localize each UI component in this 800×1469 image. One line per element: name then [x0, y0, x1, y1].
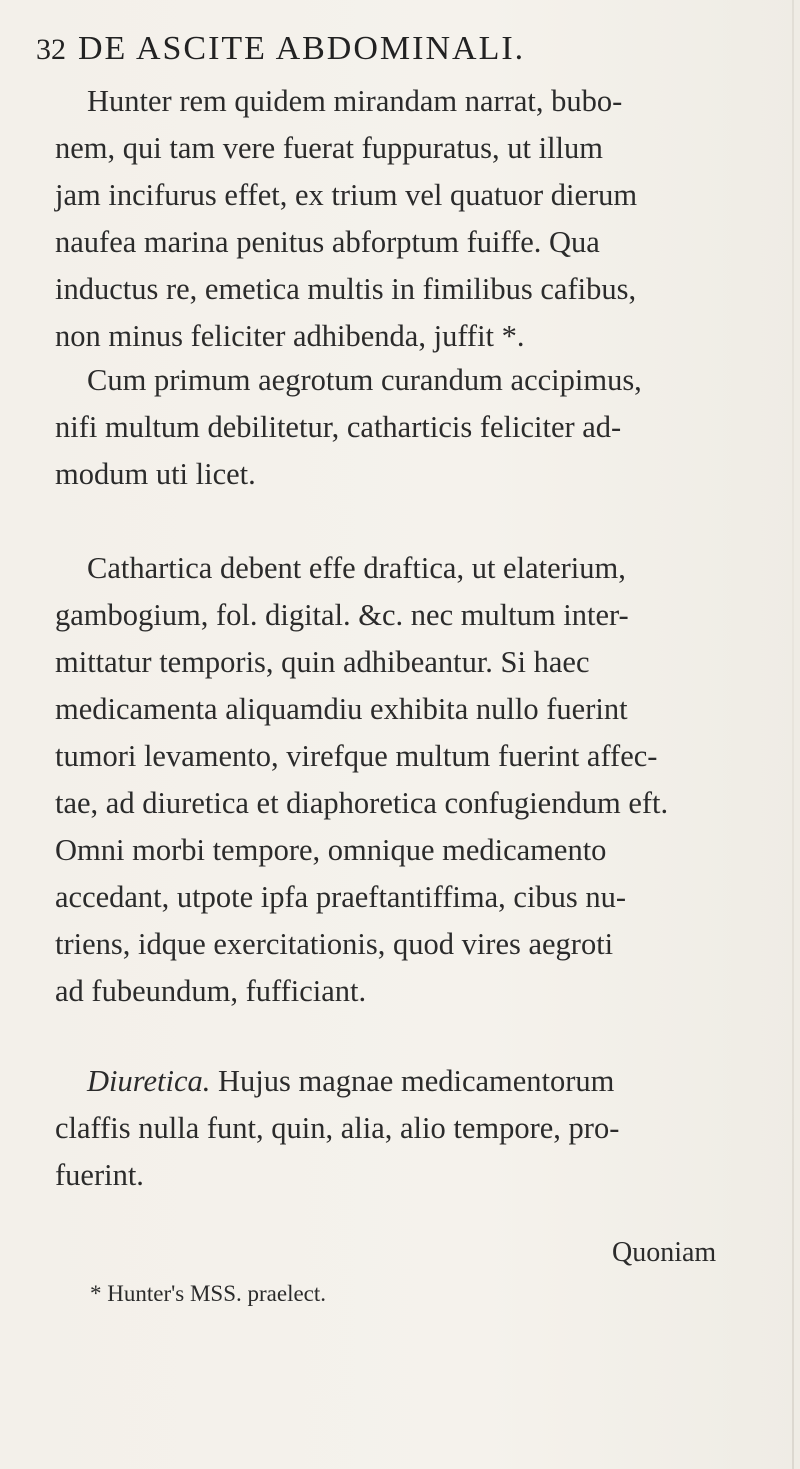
text-line: [55, 1058, 775, 1105]
text-line: ad fubeundum, fufficiant.: [55, 974, 367, 1008]
running-title: DE ASCITE ABDOMINALI.: [78, 30, 526, 67]
text-line: triens, idque exercitationis, quod vires aegroti: [55, 927, 614, 961]
text-line: gambogium, fol. digital. &c. nec multum inter-: [55, 598, 629, 632]
text-line: nifi multum debilitetur, catharticis feliciter ad-: [55, 410, 622, 444]
paragraph-2: [55, 357, 775, 498]
page-number: 32: [36, 33, 66, 66]
running-header: [36, 30, 796, 74]
text-line: jam incifurus effet, ex trium vel quatuor dierum: [55, 178, 638, 212]
catchword: Quoniam: [612, 1237, 717, 1268]
paragraph-4: [55, 1058, 775, 1199]
text-line: nem, qui tam vere fuerat fuppuratus, ut illum: [55, 131, 604, 165]
text-line: non minus feliciter adhibenda, juffit *.: [55, 319, 525, 353]
text-run: Hujus magnae medicamentorum: [210, 1064, 615, 1098]
section-label: Diuretica.: [87, 1064, 211, 1098]
text-line: Cum primum aegrotum curandum accipimus,: [87, 363, 642, 397]
paragraph-3: [55, 545, 775, 1015]
text-line: tumori levamento, virefque multum fuerint affec-: [55, 739, 658, 773]
paragraph-1: [55, 78, 775, 360]
text-line: tae, ad diuretica et diaphoretica confugiendum eft.: [55, 786, 669, 820]
text-line: modum uti licet.: [55, 457, 256, 491]
text-line: accedant, utpote ipfa praeftantiffima, cibus nu-: [55, 880, 627, 914]
page-edge: [792, 0, 794, 1469]
text-line: Cathartica debent effe draftica, ut elaterium,: [87, 551, 626, 585]
text-line: fuerint.: [55, 1158, 144, 1192]
text-line: claffis nulla funt, quin, alia, alio tempore, pro-: [55, 1111, 620, 1145]
text-line: inductus re, emetica multis in fimilibus cafibus,: [55, 272, 637, 306]
footnote: * Hunter's MSS. praelect.: [90, 1281, 327, 1306]
text-line: mittatur temporis, quin adhibeantur. Si haec: [55, 645, 590, 679]
text-line: Hunter rem quidem mirandam narrat, bubo-: [87, 84, 623, 118]
text-line: Omni morbi tempore, omnique medicamento: [55, 833, 607, 867]
text-line: naufea marina penitus abforptum fuiffe. Qua: [55, 225, 600, 259]
text-line: medicamenta aliquamdiu exhibita nullo fuerint: [55, 692, 628, 726]
